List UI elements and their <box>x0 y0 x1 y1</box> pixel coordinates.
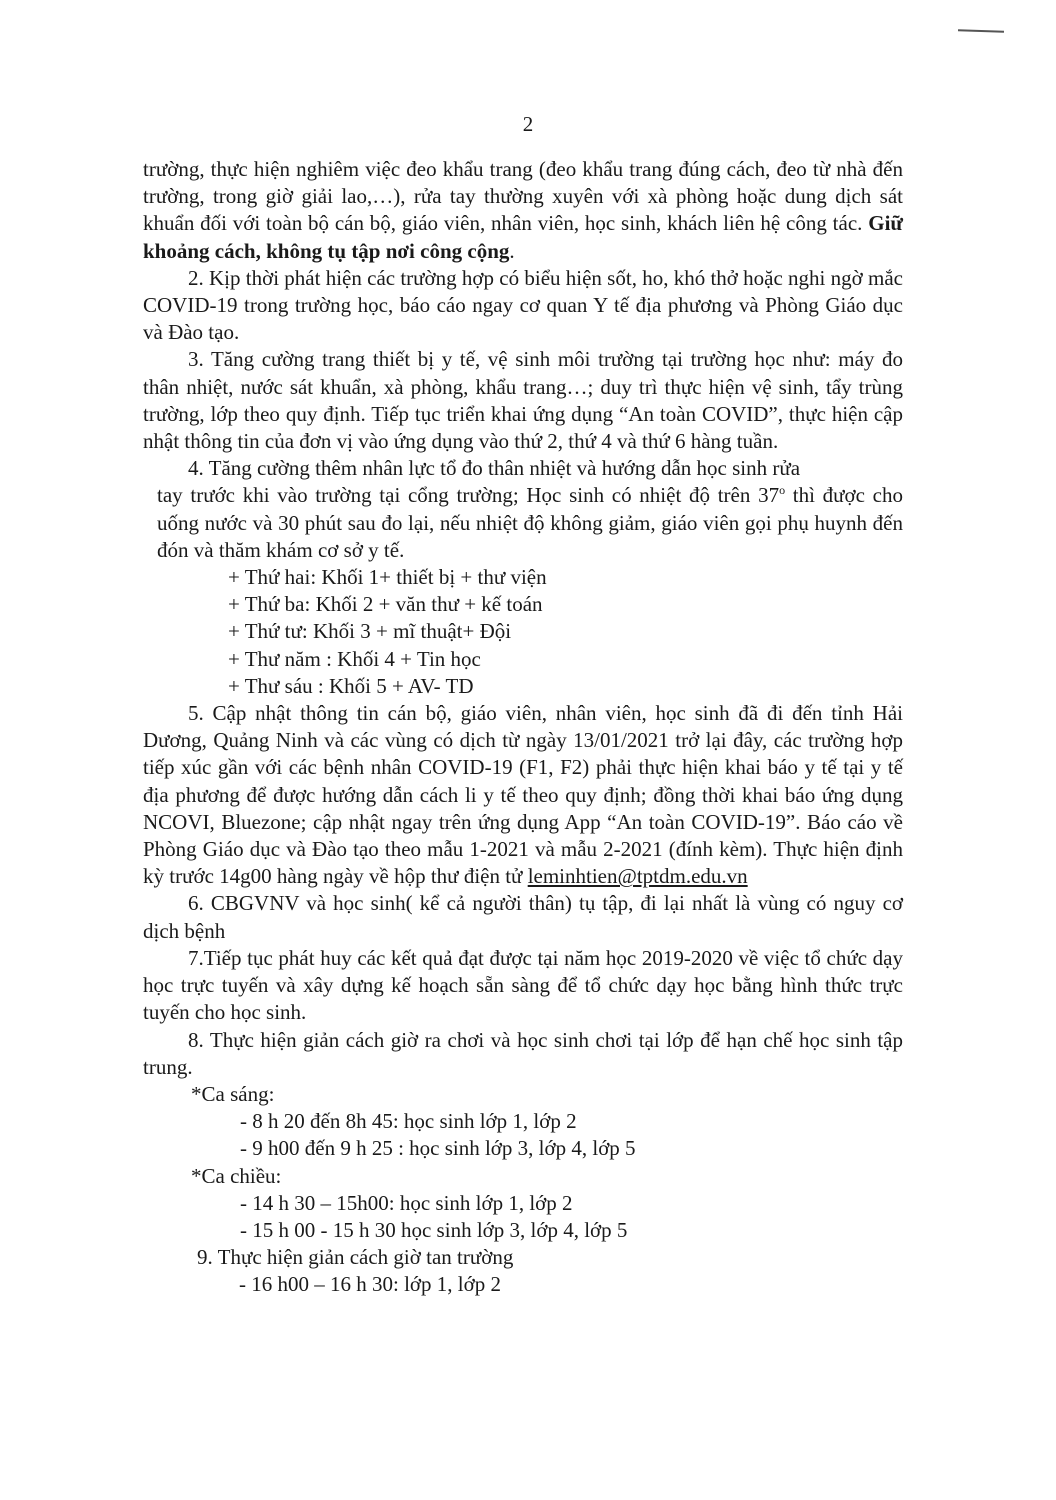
afternoon-label: *Ca chiều: <box>191 1163 282 1188</box>
paragraph-4-body-2: thì được cho uống nước và 30 phút sau đo lại, nếu nhiệt độ không giảm, giáo viên gọi phụ huynh đến đón và thăm khám cơ sở y tế. <box>157 483 903 562</box>
paragraph-4-body: tay trước khi vào trường tại cổng trường; Học sinh có nhiệt độ trên 37 <box>157 483 780 508</box>
schedule-item: + Thư sáu : Khối 5 + AV- TD <box>228 673 474 698</box>
schedule-item: + Thứ hai: Khối 1+ thiết bị + thư viện <box>228 565 547 590</box>
schedule-item: + Thứ ba: Khối 2 + văn thư + kế toán <box>228 592 543 617</box>
degree-mark: o <box>779 483 786 498</box>
paragraph-5 <box>143 700 903 890</box>
paragraph-1 <box>143 156 903 265</box>
paragraph-4 <box>143 482 903 564</box>
afternoon-item: - 14 h 30 – 15h00: học sinh lớp 1, lớp 2 <box>240 1190 573 1215</box>
document-body <box>143 156 903 1299</box>
paragraph-9: 9. Thực hiện giản cách giờ tan trường <box>197 1245 514 1270</box>
paragraph-5-text: 5. Cập nhật thông tin cán bộ, giáo viên, nhân viên, học sinh đã đi đến tỉnh Hải Dương, Quảng Ninh và các vùng có dịch từ ngày 13/01/2021 trở lại đây, các trường hợp tiếp xúc gần với các bệnh nhân COVID-19 (F1, F2) phải thực hiện khai báo y tế tại y tế địa phương để được hướng dẫn cách li y tế theo quy định; đồng thời khai báo ứng dụng NCOVI, Bluezone; cập nhật ngay trên ứng dụng App “An toàn COVID-19”. Báo cáo về Phòng Giáo dục và Đào tạo theo mẫu 1-2021 và mẫu 2-2021 (đính kèm). Thực hiện định kỳ trước 14g00 hàng ngày về hộp thư điện tử <box>143 701 903 889</box>
schedule-item: + Thư năm : Khối 4 + Tin học <box>228 646 481 671</box>
paragraph-6: 6. CBGVNV và học sinh( kể cả người thân) tụ tập, đi lại nhất là vùng có nguy cơ dịch bệnh <box>143 891 903 943</box>
paragraph-3: 3. Tăng cường trang thiết bị y tế, vệ sinh môi trường tại trường học như: máy đo thân nhiệt, nước sát khuẩn, xà phòng, khẩu trang…; duy trì thực hiện vệ sinh, tẩy trùng trường, lớp theo quy định. Tiếp tục triển khai ứng dụng “An toàn COVID”, thực hiện cập nhật thông tin của đơn vị vào ứng dụng vào thứ 2, thứ 4 và thứ 6 hàng tuần. <box>143 347 903 454</box>
paragraph-7: 7.Tiếp tục phát huy các kết quả đạt được tại năm học 2019-2020 về việc tổ chức dạy học trực tuyến và xây dựng kế hoạch sẵn sàng để tổ chức dạy học bằng hình thức trực tuyến cho học sinh. <box>143 945 903 1025</box>
paragraph-1-end: . <box>509 238 515 263</box>
afternoon-item: - 15 h 00 - 15 h 30 học sinh lớp 3, lớp 4, lớp 5 <box>240 1217 628 1242</box>
email-link[interactable]: leminhtien@tptdm.edu.vn <box>527 864 748 889</box>
morning-item: - 9 h00 đến 9 h 25 : học sinh lớp 3, lớp 4, lớp 5 <box>240 1136 636 1161</box>
paragraph-8: 8. Thực hiện giản cách giờ ra chơi và học sinh chơi tại lớp để hạn chế học sinh tập trung. <box>143 1027 903 1079</box>
paragraph-9-item: - 16 h00 – 16 h 30: lớp 1, lớp 2 <box>239 1272 501 1297</box>
paragraph-2: 2. Kịp thời phát hiện các trường hợp có biểu hiện sốt, ho, khó thở hoặc nghi ngờ mắc COVID-19 trong trường học, báo cáo ngay cơ quan Y tế địa phương và Phòng Giáo dục và Đào tạo. <box>143 265 903 345</box>
paragraph-1-text: trường, thực hiện nghiêm việc đeo khẩu trang (đeo khẩu trang đúng cách, đeo từ nhà đến trường, trong giờ giải lao,…), rửa tay thường xuyên với xà phòng hoặc dung dịch sát khuẩn đối với toàn bộ cán bộ, giáo viên, nhân viên, học sinh, khách liên hệ công tác. <box>143 157 903 236</box>
morning-item: - 8 h 20 đến 8h 45: học sinh lớp 1, lớp 2 <box>240 1109 577 1134</box>
paragraph-1-bold: Giữ khoảng cách, không tụ tập nơi công cộng <box>143 211 904 263</box>
paragraph-4-line-1: 4. Tăng cường thêm nhân lực tổ đo thân nhiệt và hướng dẫn học sinh rửa <box>188 456 801 481</box>
morning-label: *Ca sáng: <box>191 1081 275 1106</box>
page-number: 2 <box>522 112 534 136</box>
scan-mark <box>958 29 1004 33</box>
schedule-item: + Thứ tư: Khối 3 + mĩ thuật+ Đội <box>228 619 512 644</box>
